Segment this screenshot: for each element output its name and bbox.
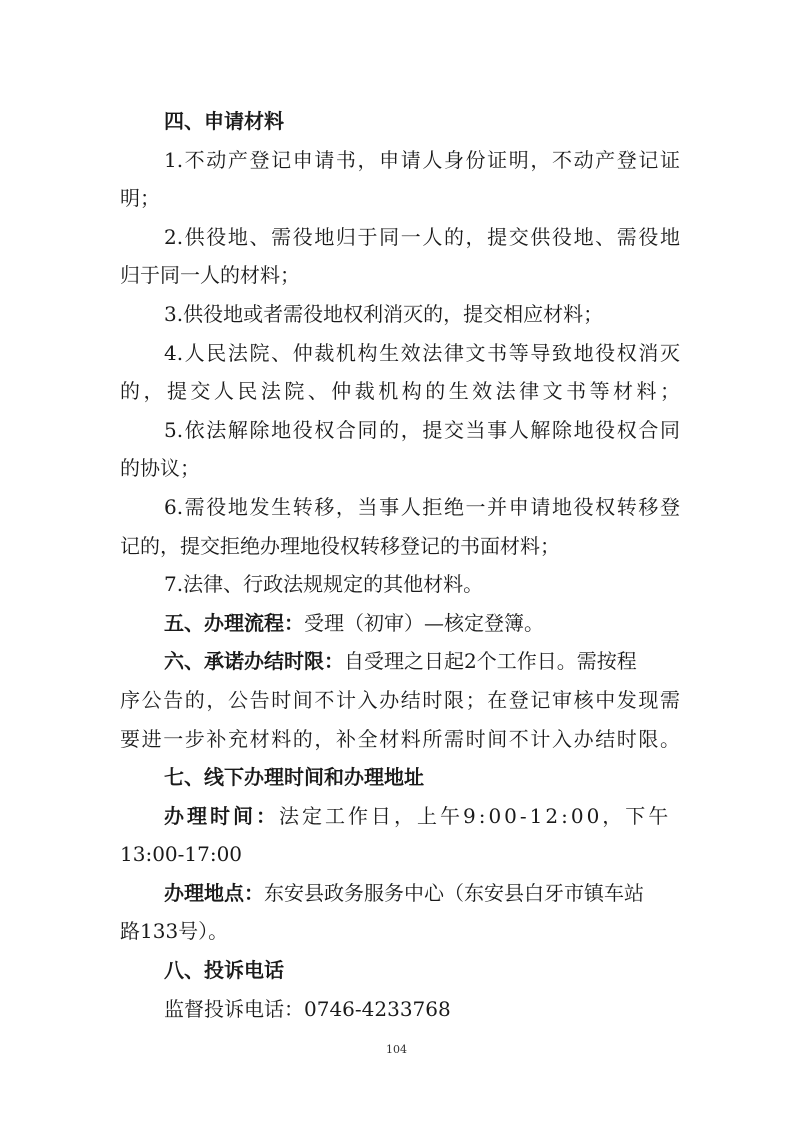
complaint-phone: 监督投诉电话：0746-4233768 (164, 996, 451, 1021)
deadline-label: 六、承诺办结时限： (164, 649, 344, 674)
page-number: 104 (386, 1043, 407, 1056)
materials-item-4-cont: 的，提交人民法院、仲裁机构的生效法律文书等材料； (120, 379, 680, 404)
materials-item-1: 1.不动产登记申请书，申请人身份证明，不动产登记证 (164, 147, 680, 172)
document-body (120, 102, 680, 1028)
process-paragraph (120, 604, 680, 643)
materials-item-4: 4.人民法院、仲裁机构生效法律文书等导致地役权消灭 (164, 340, 680, 365)
office-address-label: 办理地点： (164, 880, 264, 905)
materials-item-6-cont: 记的，提交拒绝办理地役权转移登记的书面材料； (120, 533, 560, 558)
process-text: 受理（初审）—核定登簿。 (304, 610, 544, 635)
office-hours-label: 办理时间： (164, 803, 279, 828)
materials-item-6: 6.需役地发生转移，当事人拒绝一并申请地役权转移登 (164, 494, 680, 519)
deadline-line-2: 序公告的，公告时间不计入办结时限；在登记审核中发现需 (120, 687, 680, 712)
office-hours-paragraph (120, 797, 680, 836)
materials-item-5: 5.依法解除地役权合同的，提交当事人解除地役权合同 (164, 417, 680, 442)
office-hours-cont: 13:00-17:00 (120, 842, 243, 867)
deadline-line-3: 要进一步补充材料的，补全材料所需时间不计入办结时限。 (120, 726, 680, 751)
materials-item-2: 2.供役地、需役地归于同一人的，提交供役地、需役地 (164, 224, 680, 249)
materials-item-5-cont: 的协议； (120, 456, 200, 481)
materials-item-3: 3.供役地或者需役地权利消灭的，提交相应材料； (164, 301, 604, 326)
office-address-paragraph (120, 874, 680, 913)
materials-item-2-cont: 归于同一人的材料； (120, 263, 300, 288)
materials-item-1-cont: 明； (120, 186, 160, 211)
materials-item-7: 7.法律、行政法规规定的其他材料。 (164, 572, 484, 597)
deadline-text: 自受理之日起2个工作日。需按程 (344, 649, 637, 674)
section-heading-offline: 七、线下办理时间和办理地址 (164, 765, 424, 790)
deadline-paragraph (120, 642, 680, 681)
section-heading-complaint: 八、投诉电话 (164, 958, 284, 983)
section-heading-materials: 四、申请材料 (164, 109, 284, 133)
office-address-text: 东安县政务服务中心（东安县白牙市镇车站 (264, 880, 644, 905)
office-address-cont: 路133号）。 (120, 919, 229, 944)
office-hours-text: 法定工作日，上午9:00-12:00，下午 (279, 803, 672, 828)
process-label: 五、办理流程： (164, 610, 304, 635)
